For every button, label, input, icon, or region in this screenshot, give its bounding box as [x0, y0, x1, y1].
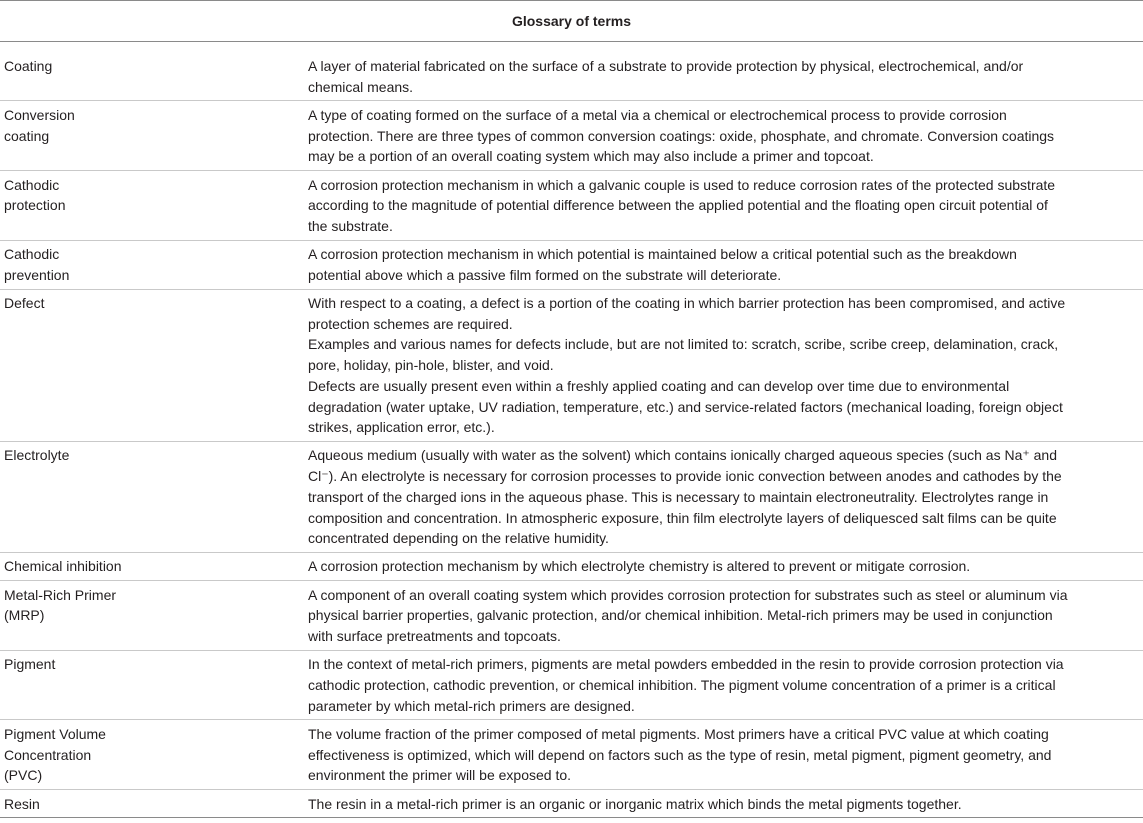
- term-line: prevention: [4, 266, 70, 283]
- table-row: [0, 42, 1143, 101]
- definition-line: In the context of metal-rich primers, pigments are metal powders embedded in the resin to provide corrosion protection via: [308, 656, 1064, 673]
- definition-line: A corrosion protection mechanism by which electrolyte chemistry is altered to prevent or mitigate corrosion.: [308, 558, 971, 575]
- definition-line: Aqueous medium (usually with water as the solvent) which contains ionically charged aqueous species (such as Na⁺ and: [308, 447, 1058, 464]
- definition-cell: [308, 293, 1143, 438]
- definition-cell: [308, 585, 1143, 647]
- definition-line: Examples and various names for defects include, but are not limited to: scratch, scribe, scribe creep, delamination, crack,: [308, 336, 1059, 353]
- table-row: [0, 720, 1143, 790]
- definition-line: Cl⁻). An electrolyte is necessary for corrosion processes to provide ionic convection between anodes and cathodes by the: [308, 468, 1062, 485]
- definition-line: A corrosion protection mechanism in which a galvanic couple is used to reduce corrosion rates of the protected substrate: [308, 176, 1056, 193]
- term-line: Cathodic: [4, 176, 60, 193]
- definition-cell: [308, 556, 1143, 577]
- term-cell: [0, 105, 308, 167]
- term-line: (MRP): [4, 607, 45, 624]
- term-line: Conversion: [4, 106, 75, 123]
- definition-line: the substrate.: [308, 217, 393, 234]
- term-line: (PVC): [4, 767, 43, 784]
- term-line: Electrolyte: [4, 447, 70, 464]
- term-cell: [0, 556, 308, 577]
- term-line: coating: [4, 127, 50, 144]
- definition-line: With respect to a coating, a defect is a portion of the coating in which barrier protection has been compromised, and active: [308, 295, 1066, 312]
- term-line: Pigment Volume: [4, 725, 106, 742]
- definition-line: The resin in a metal-rich primer is an organic or inorganic matrix which binds the metal pigments together.: [308, 795, 962, 812]
- definition-line: environment the primer will be exposed to.: [308, 767, 572, 784]
- term-line: Coating: [4, 58, 53, 74]
- term-cell: [0, 794, 308, 815]
- definition-line: The volume fraction of the primer composed of metal pigments. Most primers have a critical PVC value at which coating: [308, 725, 1049, 742]
- definition-line: A component of an overall coating system which provides corrosion protection for substrates such as steel or aluminum via: [308, 586, 1068, 603]
- definition-cell: [308, 654, 1143, 716]
- definition-line: degradation (water uptake, UV radiation, temperature, etc.) and service-related factors (mechanical loading, foreign object: [308, 398, 1063, 415]
- definition-line: A layer of material fabricated on the surface of a substrate to provide protection by physical, electrochemical, and/or: [308, 58, 1024, 74]
- term-line: Concentration: [4, 746, 92, 763]
- definition-line: Defects are usually present even within a freshly applied coating and can develop over time due to environmental: [308, 377, 1010, 394]
- definition-line: composition and concentration. In atmospheric exposure, thin film electrolyte layers of deliquesced salt films can be quite: [308, 509, 1057, 526]
- definition-line: parameter by which metal-rich primers are designed.: [308, 697, 635, 714]
- table-row: [0, 581, 1143, 651]
- table-row: [0, 442, 1143, 553]
- table-row: [0, 790, 1143, 817]
- term-cell: [0, 445, 308, 549]
- definition-line: according to the magnitude of potential difference between the applied potential and the floating open circuit potential of: [308, 197, 1048, 214]
- definition-line: potential above which a passive film formed on the substrate will deteriorate.: [308, 266, 782, 283]
- term-cell: [0, 293, 308, 438]
- term-line: Chemical inhibition: [4, 558, 122, 575]
- term-cell: [0, 244, 308, 285]
- definition-cell: [308, 794, 1143, 815]
- table-body: [0, 42, 1143, 817]
- term-cell: [0, 724, 308, 786]
- term-cell: [0, 175, 308, 237]
- definition-line: concentrated depending on the relative humidity.: [308, 530, 609, 547]
- term-line: Cathodic: [4, 246, 60, 263]
- definition-line: with surface pretreatments and topcoats.: [308, 628, 561, 645]
- term-cell: [0, 585, 308, 647]
- definition-line: pore, holiday, pin-hole, blister, and void.: [308, 357, 554, 374]
- definition-line: effectiveness is optimized, which will depend on factors such as the type of resin, metal pigment, pigment geometry, and: [308, 746, 1052, 763]
- table-row: [0, 241, 1143, 290]
- definition-line: cathodic protection, cathodic prevention, or chemical inhibition. The pigment volume concentration of a primer is a critical: [308, 676, 1056, 693]
- definition-cell: [308, 724, 1143, 786]
- table-row: [0, 171, 1143, 241]
- definition-line: protection schemes are required.: [308, 315, 513, 332]
- definition-cell: [308, 56, 1143, 97]
- definition-line: A type of coating formed on the surface of a metal via a chemical or electrochemical process to provide corrosion: [308, 106, 1007, 123]
- term-line: Defect: [4, 295, 45, 312]
- term-line: Metal-Rich Primer: [4, 586, 117, 603]
- table-row: [0, 553, 1143, 581]
- table-row: [0, 101, 1143, 171]
- table-row: [0, 651, 1143, 721]
- term-cell: [0, 56, 308, 97]
- definition-line: protection. There are three types of common conversion coatings: oxide, phosphate, and chromate. Conversion coatings: [308, 127, 1055, 144]
- definition-cell: [308, 244, 1143, 285]
- definition-line: chemical means.: [308, 78, 414, 95]
- definition-line: strikes, application error, etc.).: [308, 419, 495, 436]
- table-row: [0, 290, 1143, 442]
- definition-line: physical barrier properties, galvanic protection, and/or chemical inhibition. Metal-rich primers may be used in conjunction: [308, 607, 1053, 624]
- term-cell: [0, 654, 308, 716]
- term-line: Pigment: [4, 656, 56, 673]
- definition-line: may be a portion of an overall coating system which may also include a primer and topcoat.: [308, 148, 874, 165]
- table-title: Glossary of terms: [0, 0, 1143, 42]
- term-line: Resin: [4, 795, 40, 812]
- term-line: protection: [4, 197, 66, 214]
- definition-cell: [308, 105, 1143, 167]
- definition-cell: [308, 175, 1143, 237]
- definition-line: A corrosion protection mechanism in which potential is maintained below a critical potential such as the breakdown: [308, 246, 1017, 263]
- definition-cell: [308, 445, 1143, 549]
- definition-line: transport of the charged ions in the aqueous phase. This is necessary to maintain electroneutrality. Electrolytes range in: [308, 488, 1049, 505]
